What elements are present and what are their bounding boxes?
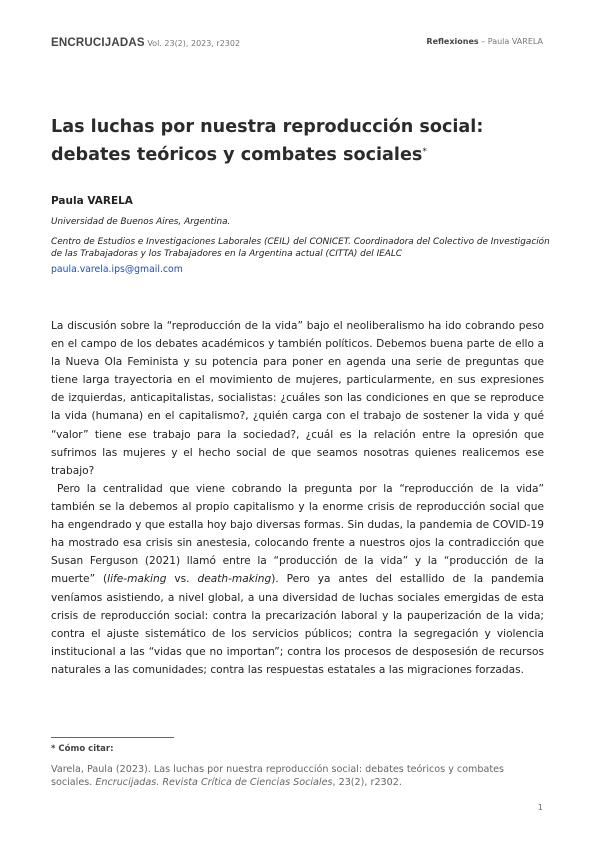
author-name: Paula VARELA — [51, 195, 133, 207]
paragraph-segment: ). Pero ya antes del estallido de la pandemia veníamos asistiendo, a nivel global, a una diversidad de luchas sociales emergidas de esta crisis de reproducción social: contra la precarización laboral y la pauperización de la vida; contra el ajuste sistemático de los servicios públicos; contra la segregación y violencia institucional a las “vidas que no importan”; contra los procesos de desposesión de recursos naturales a las comunidades; contra las respuestas estatales a las migraciones forzadas. — [51, 573, 544, 676]
paragraph-segment: vs. — [166, 573, 198, 586]
title-footnote-mark[interactable]: * — [422, 147, 427, 157]
title-line-1: Las luchas por nuestra reproducción social: — [51, 117, 484, 137]
journal-name: ENCRUCIJADAS — [51, 37, 145, 49]
body-paragraph-1 — [51, 317, 544, 480]
italic-term-life-making: life-making — [107, 573, 167, 586]
section-author: – Paula VARELA — [481, 37, 543, 46]
running-header-journal — [51, 37, 240, 49]
footnote-title: Cómo citar: — [58, 744, 114, 754]
title-line-2: debates teóricos y combates sociales — [51, 145, 423, 165]
paragraph-text: La discusión sobre la “reproducción de la vida” bajo el neoliberalismo ha ido cobrando peso en el campo de los debates académicos y también políticos. Debemos buena parte de ello a la Nueva Ola Feminista y su potencia para poner en agenda una serie de preguntas que tiene larga trayectoria en el movimiento de mujeres, particularmente, en sus expresiones de izquierdas, anticapitalistas, socialistas: ¿cuáles son las condiciones en que se reproduce la vida (humana) en el capitalismo?, ¿quién carga con el trabajo de sostener la vida y qué “valor” tiene ese trabajo para la sociedad?, ¿cuál es la relación entre la opresión que sufrimos las mujeres y el hecho social de que seamos nosotras quienes realicemos ese trabajo? — [51, 320, 544, 477]
footnote-label — [51, 744, 114, 754]
paragraph-text — [51, 480, 544, 679]
running-header-section — [426, 37, 543, 46]
footnote-marker: * — [51, 744, 56, 754]
paragraph-segment: Pero la centralidad que viene cobrando la pregunta por la “reproducción de la vida” también se la debemos al propio capitalismo y la enorme crisis de reproducción social que ha engendrado y que estalla hoy bajo diversas formas. Sin dudas, la pandemia de COVID-19 ha mostrado esa crisis sin anestesia, colocando frente a nuestros ojos la contradicción que Susan Ferguson (2021) llamó entre la “producción de la vida” y la “producción de la muerte” ( — [51, 483, 544, 586]
affiliation-university: Universidad de Buenos Aires, Argentina. — [51, 217, 231, 227]
citation-journal-title: Encrucijadas. Revista Crítica de Ciencias Sociales — [95, 776, 333, 788]
section-name: Reflexiones — [426, 37, 479, 46]
footnote-divider — [51, 737, 174, 738]
citation-text — [51, 764, 531, 790]
page-number: 1 — [537, 803, 543, 812]
citation-segment: , 23(2), r2302. — [332, 776, 402, 788]
author-email-link[interactable]: paula.varela.ips@gmail.com — [51, 264, 183, 275]
citation-segment: Varela, Paula (2023). Las luchas por nuestra reproducción social: debates teóricos y combates sociales. — [51, 764, 505, 788]
affiliation-research-center: Centro de Estudios e Investigaciones Laborales (CEIL) del CONICET. Coordinadora del Colectivo de Investigación de las Trabajadoras y los Trabajadores en la Argentina actual (CITTA) del IEALC — [51, 237, 550, 259]
volume-info: Vol. 23(2), 2023, r2302 — [147, 39, 241, 48]
body-paragraph-2 — [51, 480, 544, 679]
article-title — [51, 113, 521, 169]
italic-term-death-making: death-making — [197, 573, 272, 586]
